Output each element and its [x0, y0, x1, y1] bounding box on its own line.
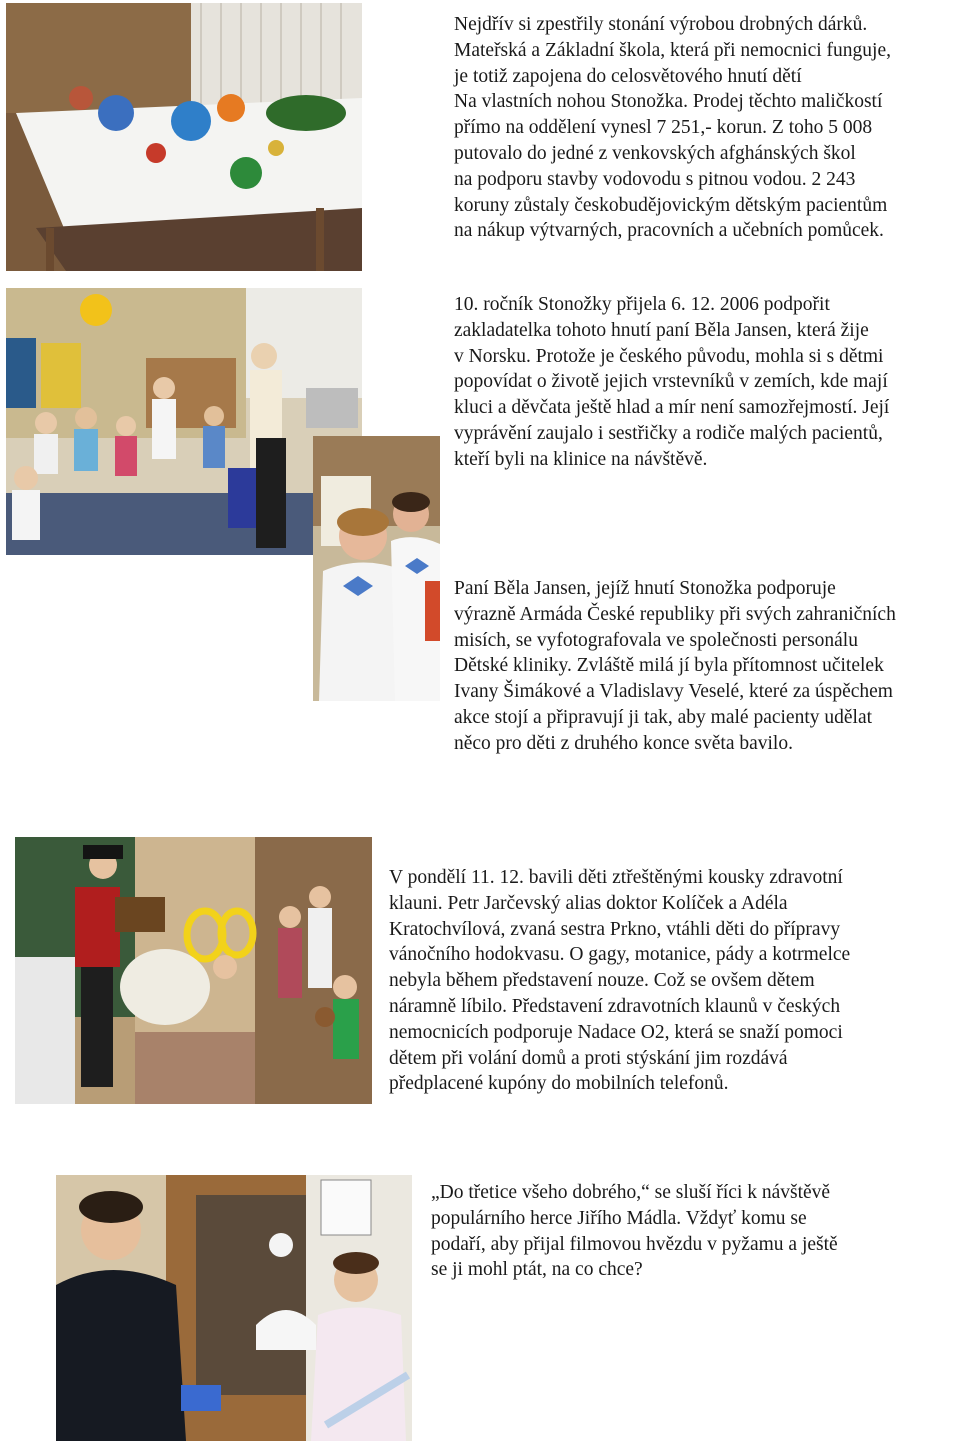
photo-handmade-gifts-table — [6, 3, 362, 271]
paragraph-health-clowns: V pondělí 11. 12. bavili děti ztřeštěnými kousky zdravotní klauni. Petr Jarčevský alias doktor Kolíček a Adéla Kratochvílová, zvaná sestra Prkno, vtáhli děti do přípravy vánočního hodokvasu. O gagy, motanice, pády a kotrmelce nebyla během představení nouze. Což se ovšem dětem náramně líbilo. Představení zdravotních klaunů v českých nemocnicích podporuje Nadace O2, která se snaží pomoci dětem při volání domů a proti stýskání jim rozdává předplacené kupóny do mobilních telefonů. — [389, 867, 851, 1095]
paragraph-founder-with-staff: Paní Běla Jansen, jejíž hnutí Stonožka podporuje výrazně Armáda České republiky při svých zahraničních misích, se vyfotografovala ve společnosti personálu Dětské kliniky. Zvláště milá jí byla přítomnost učitelek Ivany Šimákové a Vladislavy Veselé, které za úspěchem akce stojí a připravují ji tak, aby malé pacienty udělat něco pro děti z druhého konce světa bavilo. — [454, 578, 896, 754]
photo-clowns-performance — [15, 837, 372, 1104]
photo-visit-children-playroom — [6, 288, 362, 555]
photo-actor-with-boy — [56, 1175, 412, 1441]
paragraph-actor-visit: „Do třetice všeho dobrého,“ se sluší říci k návštěvě populárního herce Jiřího Mádla. Vždyť komu se podaří, aby přijal filmovou hvězdu v pyžamu a ještě se ji mohl ptát, na co chce? — [431, 1182, 838, 1281]
paragraph-founder-visit: 10. ročník Stonožky přijela 6. 12. 2006 podpořit zakladatelka tohoto hnutí paní Běla Jansen, která žije v Norsku. Protože je českého původu, mohla si s dětmi popovídat o životě jejich vrstevníků v zemích, kde mají kluci a děvčata ještě hlad a mír není samozřejmostí. Její vyprávění zaujalo i sestřičky a rodiče malých pacientů, kteří byli na klinice na návštěvě. — [454, 294, 890, 470]
paragraph-gifts-sale: Nejdřív si zpestřily stonání výrobou drobných dárků. Mateřská a Základní škola, která při nemocnici funguje, je totiž zapojena do celosvětového hnutí dětí Na vlastních nohou Stonožka. Prodej těchto maličkostí přímo na oddělení vynesl 7 251,- korun. Z toho 5 008 putovalo do jedné z venkovských afghánských škol na podporu stavby vodovodu s pitnou vodou. 2 243 koruny zůstaly českobudějovickým dětským pacientům na nákup výtvarných, pracovních a učebních pomůcek. — [454, 14, 891, 242]
photo-bela-jansen-with-nurses — [313, 436, 440, 701]
